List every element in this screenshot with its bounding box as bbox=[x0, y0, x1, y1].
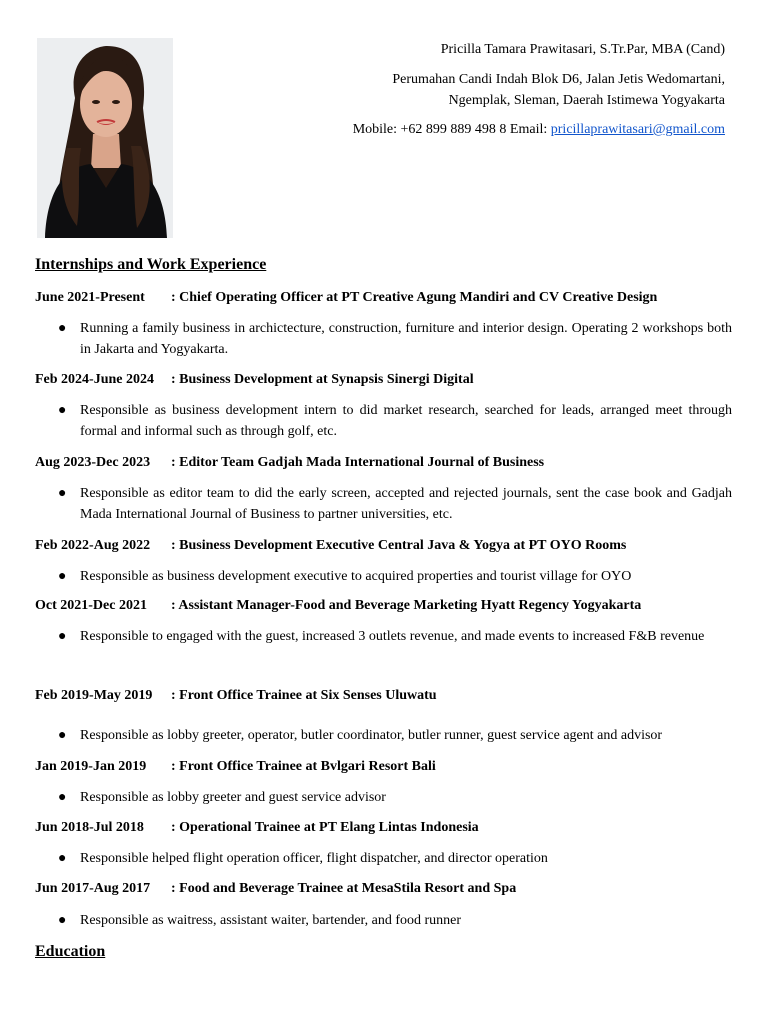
bullet-dot: ● bbox=[58, 629, 67, 644]
job-bullet bbox=[58, 566, 732, 587]
job-header bbox=[35, 454, 544, 472]
bullet-dot: ● bbox=[58, 486, 67, 501]
education-heading: Education bbox=[35, 943, 106, 960]
email-link[interactable]: pricillaprawitasari@gmail.com bbox=[550, 122, 725, 137]
address-line-2: Ngemplak, Sleman, Daerah Istimewa Yogyakarta bbox=[448, 93, 725, 108]
candidate-name: Pricilla Tamara Prawitasari, S.Tr.Par, MBA (Cand) bbox=[440, 42, 725, 57]
profile-photo bbox=[37, 38, 173, 238]
bullet-dot: ● bbox=[58, 728, 67, 743]
job-description: Responsible as business development executive to acquired properties and tourist village for OYO bbox=[80, 569, 632, 584]
experience-heading: Internships and Work Experience bbox=[35, 256, 267, 273]
address bbox=[225, 69, 725, 111]
job-title: : Assistant Manager-Food and Beverage Marketing Hyatt Regency Yogyakarta bbox=[171, 598, 642, 613]
contact-prefix: Mobile: +62 899 889 498 8 Email: bbox=[352, 122, 551, 137]
job-bullet bbox=[58, 848, 732, 869]
job-date: Jun 2018-Jul 2018 bbox=[35, 820, 144, 835]
job-title: : Editor Team Gadjah Mada International Journal of Business bbox=[171, 455, 545, 470]
job-description: Responsible helped flight operation officer, flight dispatcher, and director operation bbox=[80, 851, 548, 866]
job-bullet bbox=[58, 483, 732, 525]
bullet-dot: ● bbox=[58, 913, 67, 928]
bullet-dot: ● bbox=[58, 851, 67, 866]
job-header bbox=[35, 371, 474, 389]
job-title: : Front Office Trainee at Six Senses Uluwatu bbox=[171, 688, 437, 703]
job-date: Aug 2023-Dec 2023 bbox=[35, 455, 151, 470]
bullet-dot: ● bbox=[58, 790, 67, 805]
job-bullet bbox=[58, 626, 732, 647]
job-bullet bbox=[58, 787, 732, 808]
job-title: : Food and Beverage Trainee at MesaStila Resort and Spa bbox=[171, 881, 517, 896]
contact-block bbox=[225, 38, 725, 140]
job-bullet bbox=[58, 400, 732, 442]
job-date: Jan 2019-Jan 2019 bbox=[35, 759, 147, 774]
job-description: Responsible to engaged with the guest, increased 3 outlets revenue, and made events to increased F&B revenue bbox=[80, 629, 705, 644]
job-header bbox=[35, 537, 626, 555]
job-bullet bbox=[58, 725, 732, 746]
bullet-dot: ● bbox=[58, 569, 67, 584]
job-description: Responsible as business development intern to did market research, searched for leads, arranged meet through formal and informal such as through golf, etc. bbox=[80, 403, 732, 439]
contact-line bbox=[225, 119, 725, 140]
job-description: Responsible as lobby greeter and guest service advisor bbox=[80, 790, 386, 805]
job-title: : Operational Trainee at PT Elang Lintas Indonesia bbox=[171, 820, 479, 835]
bullet-dot: ● bbox=[58, 403, 67, 418]
job-date: Jun 2017-Aug 2017 bbox=[35, 881, 151, 896]
job-title: : Chief Operating Officer at PT Creative Agung Mandiri and CV Creative Design bbox=[171, 290, 658, 305]
profile-photo-illustration bbox=[37, 38, 173, 238]
job-header bbox=[35, 758, 436, 776]
job-header bbox=[35, 597, 641, 615]
job-header bbox=[35, 289, 657, 307]
job-header bbox=[35, 880, 516, 898]
job-description: Responsible as lobby greeter, operator, butler coordinator, butler runner, guest service agent and advisor bbox=[80, 728, 663, 743]
bullet-dot: ● bbox=[58, 321, 67, 336]
address-line-1: Perumahan Candi Indah Blok D6, Jalan Jetis Wedomartani, bbox=[392, 72, 725, 87]
job-title: : Business Development at Synapsis Sinergi Digital bbox=[171, 372, 474, 387]
job-date: Feb 2024-June 2024 bbox=[35, 372, 154, 387]
job-description: Responsible as editor team to did the early screen, accepted and rejected journals, sent the case book and Gadjah Mada International Journal of Business to partner universities, etc. bbox=[80, 486, 732, 522]
job-date: Oct 2021-Dec 2021 bbox=[35, 598, 147, 613]
job-bullet bbox=[58, 910, 732, 931]
job-bullet bbox=[58, 318, 732, 360]
job-title: : Business Development Executive Central Java & Yogya at PT OYO Rooms bbox=[171, 538, 627, 553]
job-date: Feb 2022-Aug 2022 bbox=[35, 538, 151, 553]
job-header bbox=[35, 819, 479, 837]
job-header bbox=[35, 687, 437, 705]
job-description: Responsible as waitress, assistant waiter, bartender, and food runner bbox=[80, 913, 462, 928]
job-date: June 2021-Present bbox=[35, 290, 145, 305]
job-date: Feb 2019-May 2019 bbox=[35, 688, 153, 703]
job-description: Running a family business in archictecture, construction, furniture and interior design. Operating 2 workshops both in Jakarta and Yogyakarta. bbox=[80, 321, 732, 357]
job-title: : Front Office Trainee at Bvlgari Resort Bali bbox=[171, 759, 436, 774]
